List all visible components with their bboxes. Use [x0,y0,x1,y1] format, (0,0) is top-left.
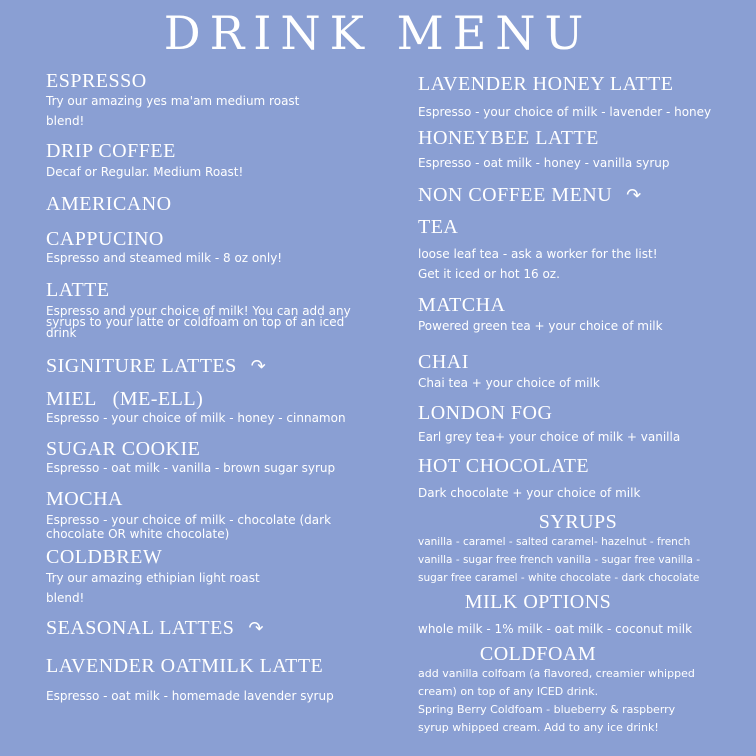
item-name: HONEYBEE LATTE [418,127,599,149]
item-desc: whole milk - 1% milk - oat milk - coconut milk [418,622,693,636]
item-desc: Espresso - your choice of milk - lavender - honey [418,105,712,119]
curved-arrow-icon: ↷ [626,185,642,207]
item-desc: Espresso and your choice of milk! You can add any [46,304,351,318]
section-name: SEASONAL LATTES [46,617,235,639]
item-desc: loose leaf tea - ask a worker for the list! [418,247,658,261]
item-name: ESPRESSO [46,70,147,92]
item-name: CHAI [418,351,469,373]
item-desc-2: cream) on top of any ICED drink. [418,685,599,698]
menu-item-sugar-cookie [46,438,386,476]
menu-item-london-fog [418,402,748,447]
item-desc: Dark chocolate + your choice of milk [418,486,641,500]
curved-arrow-icon: ↷ [248,618,265,640]
section-heading [46,355,386,378]
item-name: LATTE [46,279,110,301]
section-heading [46,617,386,640]
menu-item-coldbrew [46,546,386,608]
section-milk-options [418,591,748,639]
item-name: AMERICANO [46,193,172,215]
item-desc: Espresso - oat milk - homemade lavender syrup [46,689,334,703]
item-desc-2: vanilla - sugar free french vanilla - sugar free vanilla - [418,554,701,566]
item-name: CAPPUCINO [46,228,164,250]
item-desc-2: syrups to your latte or coldfoam on top of an iced [46,315,345,329]
item-desc-2: blend! [46,591,85,605]
section-heading [418,184,748,207]
menu-item-matcha [418,294,748,336]
menu-item-chai [418,351,748,393]
item-desc: Powered green tea + your choice of milk [418,319,663,333]
menu-item-mocha [46,488,386,541]
item-desc: Try our amazing ethipian light roast [46,571,260,585]
item-name: TEA [418,216,459,238]
menu-item-hot-chocolate [418,455,748,503]
item-name: COLDFOAM [479,643,597,665]
menu-item-miel [46,388,386,426]
section-coldfoam [418,643,748,737]
menu-item-espresso [46,70,386,131]
item-desc: add vanilla colfoam (a flavored, creamier whipped [418,667,695,680]
item-desc: Decaf or Regular. Medium Roast! [46,165,244,179]
menu-item-tea [418,216,748,284]
item-desc-3: sugar free caramel - white chocolate - dark chocolate [418,572,700,584]
item-desc: Earl grey tea+ your choice of milk + vanilla [418,430,681,444]
menu-item-lavender-honey-latte [418,73,748,122]
item-name: LONDON FOG [418,402,553,424]
item-name: MIEL (ME-ELL) [46,388,204,410]
item-desc: Espresso - your choice of milk - honey - cinnamon [46,411,346,425]
item-name: MATCHA [418,294,506,316]
item-desc-2: Get it iced or hot 16 oz. [418,267,560,281]
menu-item-honeybee-latte [418,127,748,173]
item-name: DRIP COFFEE [46,140,176,162]
item-name: MILK OPTIONS [464,591,612,613]
menu-item-cappucino [46,228,386,266]
menu-item-drip-coffee [46,140,386,182]
menu-title: DRINK MENU [163,6,593,60]
item-desc-4: syrup whipped cream. Add to any ice drink! [418,721,659,734]
menu-item-americano [46,193,386,215]
section-syrups [418,511,748,587]
item-name: MOCHA [46,488,123,510]
item-desc-3: drink [46,326,77,340]
section-seasonal-lattes [46,617,386,640]
item-name: SYRUPS [538,511,618,533]
menu-item-latte [46,279,386,339]
item-desc: vanilla - caramel - salted caramel- hazelnut - french [418,536,691,548]
item-desc-3: Spring Berry Coldfoam - blueberry & raspberry [418,703,676,716]
section-non-coffee-menu [418,184,748,207]
item-desc: Espresso - your choice of milk - chocolate (dark [46,513,332,527]
menu-item-lavender-oatmilk-latte [46,655,386,706]
item-desc: Espresso and steamed milk - 8 oz only! [46,251,283,265]
item-name: SUGAR COOKIE [46,438,201,460]
item-name: HOT CHOCOLATE [418,455,590,477]
item-desc: Espresso - oat milk - vanilla - brown sugar syrup [46,461,336,475]
item-name: COLDBREW [46,546,163,568]
item-name: LAVENDER OATMILK LATTE [46,655,324,677]
section-signature-lattes [46,355,386,378]
curved-arrow-icon: ↷ [250,356,267,378]
section-name: NON COFFEE MENU [418,184,613,206]
item-desc-2: blend! [46,114,85,128]
item-desc: Try our amazing yes ma'am medium roast [46,94,300,108]
item-desc: Espresso - oat milk - honey - vanilla syrup [418,156,670,170]
section-name: SIGNITURE LATTES [46,355,237,377]
item-desc: Chai tea + your choice of milk [418,376,600,390]
item-desc-2: chocolate OR white chocolate) [46,527,230,541]
item-name: LAVENDER HONEY LATTE [418,73,674,95]
